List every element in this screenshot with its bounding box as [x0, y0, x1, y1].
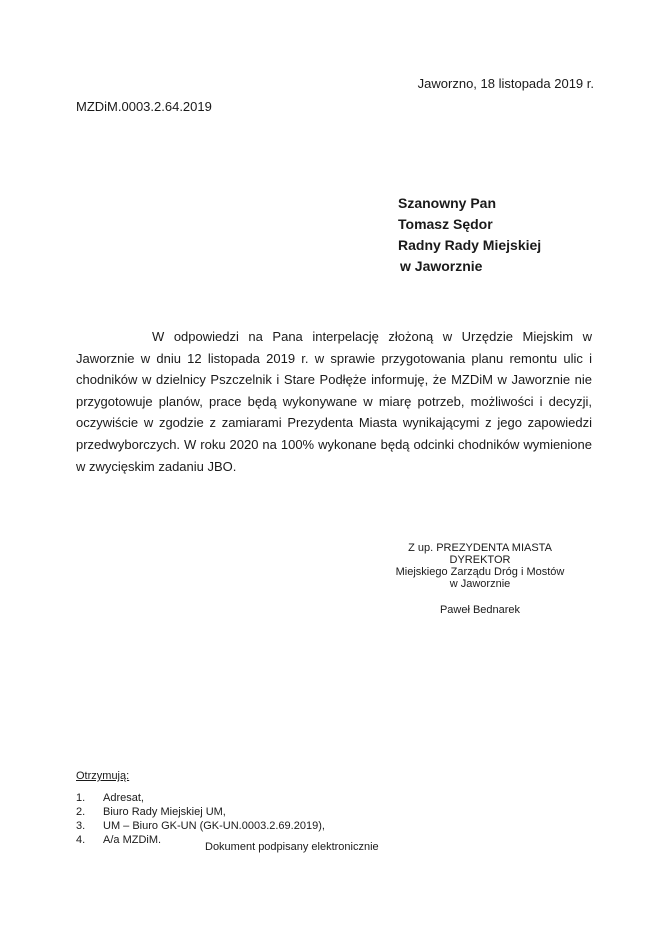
- list-item: [76, 805, 325, 819]
- signature-block: [370, 542, 590, 616]
- recipient-name: Tomasz Sędor: [398, 216, 493, 232]
- recipient-block: [398, 193, 541, 277]
- list-item-number: 1.: [76, 792, 86, 804]
- distribution-list: [76, 769, 325, 847]
- list-item: [76, 819, 325, 833]
- signature-institution: Miejskiego Zarządu Dróg i Mostów: [395, 566, 565, 578]
- recipient-title: Radny Rady Miejskiej: [398, 237, 542, 253]
- place-date: Jaworzno, 18 listopada 2019 r.: [417, 76, 594, 91]
- recipient-city: w Jaworznie: [400, 258, 483, 274]
- list-item-text: Adresat,: [103, 792, 144, 804]
- signature-authority: Z up. PREZYDENTA MIASTA: [408, 542, 552, 554]
- list-item-text: UM – Biuro GK-UN (GK-UN.0003.2.69.2019),: [103, 820, 325, 832]
- list-item: [76, 791, 325, 805]
- list-item-number: 4.: [76, 834, 86, 846]
- list-item-number: 2.: [76, 806, 86, 818]
- signatory-name: Paweł Bednarek: [439, 604, 521, 616]
- list-item-number: 3.: [76, 820, 86, 832]
- list-item-text: A/a MZDiM.: [103, 834, 162, 846]
- reference-number: MZDiM.0003.2.64.2019: [76, 99, 212, 114]
- distribution-items: [76, 791, 325, 847]
- list-item-text: Biuro Rady Miejskiej UM,: [103, 806, 226, 818]
- electronic-signature-note: Dokument podpisany elektronicznie: [205, 841, 379, 853]
- signature-position: DYREKTOR: [449, 554, 511, 566]
- recipient-salutation: Szanowny Pan: [398, 195, 497, 211]
- distribution-heading: Otrzymują:: [76, 770, 130, 782]
- letter-body: W odpowiedzi na Pana interpelację złożoną w Urzędzie Miejskim w Jaworznie w dniu 12 listopada 2019 r. w sprawie przygotowania planu remontu ulic i chodników w dzielnicy Pszczelnik i Stare Podłęże informuję, że MZDiM w Jaworznie nie przygotowuje planów, prace będą wykonywane w miarę potrzeb, możliwości i decyzji, oczywiście w zgodzie z zamiarami Prezydenta Miasta wynikającymi z jego zapowiedzi przedwyborczych. W roku 2020 na 100% wykonane będą odcinki chodników wymienione w zwycięskim zadaniu JBO.: [76, 329, 592, 474]
- signature-city: w Jaworznie: [449, 578, 511, 590]
